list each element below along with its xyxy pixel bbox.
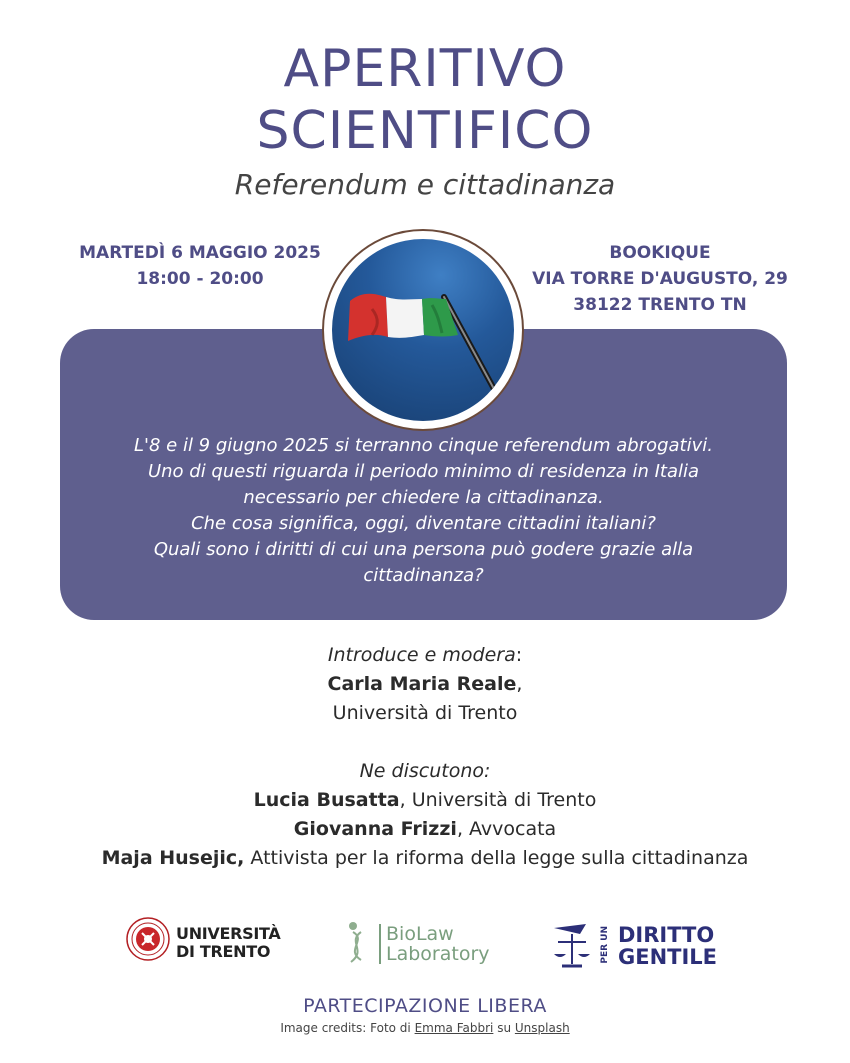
unitn-line-2: DI TRENTO (176, 942, 271, 961)
italian-flag-photo (332, 239, 514, 421)
moderator-affiliation: Università di Trento (332, 702, 518, 724)
speaker-name: Maja Husejic, (101, 847, 245, 869)
description-text (60, 433, 787, 589)
speaker-name: Giovanna Frizzi (293, 818, 457, 840)
participation-note: PARTECIPAZIONE LIBERA (303, 995, 547, 1017)
speaker-line (0, 786, 850, 815)
biolaw-line-2: Laboratory (386, 943, 490, 965)
flag-illustration (332, 239, 514, 421)
description-line: cittadinanza? (363, 565, 484, 586)
venue-block (520, 240, 800, 318)
description-line: Quali sono i diritti di cui una persona può godere grazie alla (153, 539, 694, 560)
speaker-role: , Avvocata (456, 818, 557, 840)
venue-name: BOOKIQUE (609, 243, 711, 263)
panel-section (0, 757, 850, 873)
title-line-2: SCIENTIFICO (256, 101, 594, 161)
speaker-line (0, 844, 850, 873)
moderator-name-line: Carla Maria Reale, (327, 673, 523, 695)
description-line: Uno di questi riguarda il periodo minimo di residenza in Italia (147, 461, 700, 482)
dg-small-label: PER UN (600, 926, 610, 964)
image-credits: Image credits: Foto di Emma Fabbri su Unsplash (280, 1021, 570, 1035)
description-line: Che cosa significa, oggi, diventare cittadini italiani? (191, 513, 656, 534)
dna-icon (345, 920, 373, 968)
moderator-heading: Introduce e modera: (327, 644, 523, 666)
unitn-seal-icon (126, 917, 170, 961)
biolaw-line-1: BioLaw (386, 923, 454, 945)
speaker-name: Lucia Busatta (253, 789, 400, 811)
description-line: L'8 e il 9 giugno 2025 si terranno cinque referendum abrogativi. (134, 435, 713, 456)
event-date: MARTEDÌ 6 MAGGIO 2025 (79, 243, 321, 263)
title-line-1: APERITIVO (283, 39, 567, 99)
speaker-line (0, 815, 850, 844)
venue-street: VIA TORRE D'AUGUSTO, 29 (532, 269, 788, 289)
diritto-gentile-logo (550, 920, 730, 972)
speaker-role: Attivista per la riforma della legge sulla cittadinanza (244, 847, 749, 869)
venue-city: 38122 TRENTO TN (573, 295, 747, 315)
panel-heading: Ne discutono: (359, 760, 491, 782)
unitn-line-1: UNIVERSITÀ (176, 924, 281, 943)
moderator-section (0, 641, 850, 728)
unitn-logo (126, 917, 286, 967)
speaker-role: , Università di Trento (399, 789, 597, 811)
dg-line-2: GENTILE (618, 945, 718, 969)
moderator-name: Carla Maria Reale (327, 673, 517, 695)
dg-line-1: DIRITTO (618, 923, 715, 947)
biolaw-logo (345, 920, 515, 970)
date-time-block (60, 240, 340, 292)
scales-icon (550, 920, 594, 970)
event-title (0, 38, 850, 162)
description-line: necessario per chiedere la cittadinanza. (243, 487, 604, 508)
credits-source-link[interactable]: Unsplash (514, 1021, 570, 1035)
event-subtitle: Referendum e cittadinanza (234, 168, 616, 201)
credits-author-link[interactable]: Emma Fabbri (414, 1021, 494, 1035)
event-time: 18:00 - 20:00 (136, 269, 264, 289)
